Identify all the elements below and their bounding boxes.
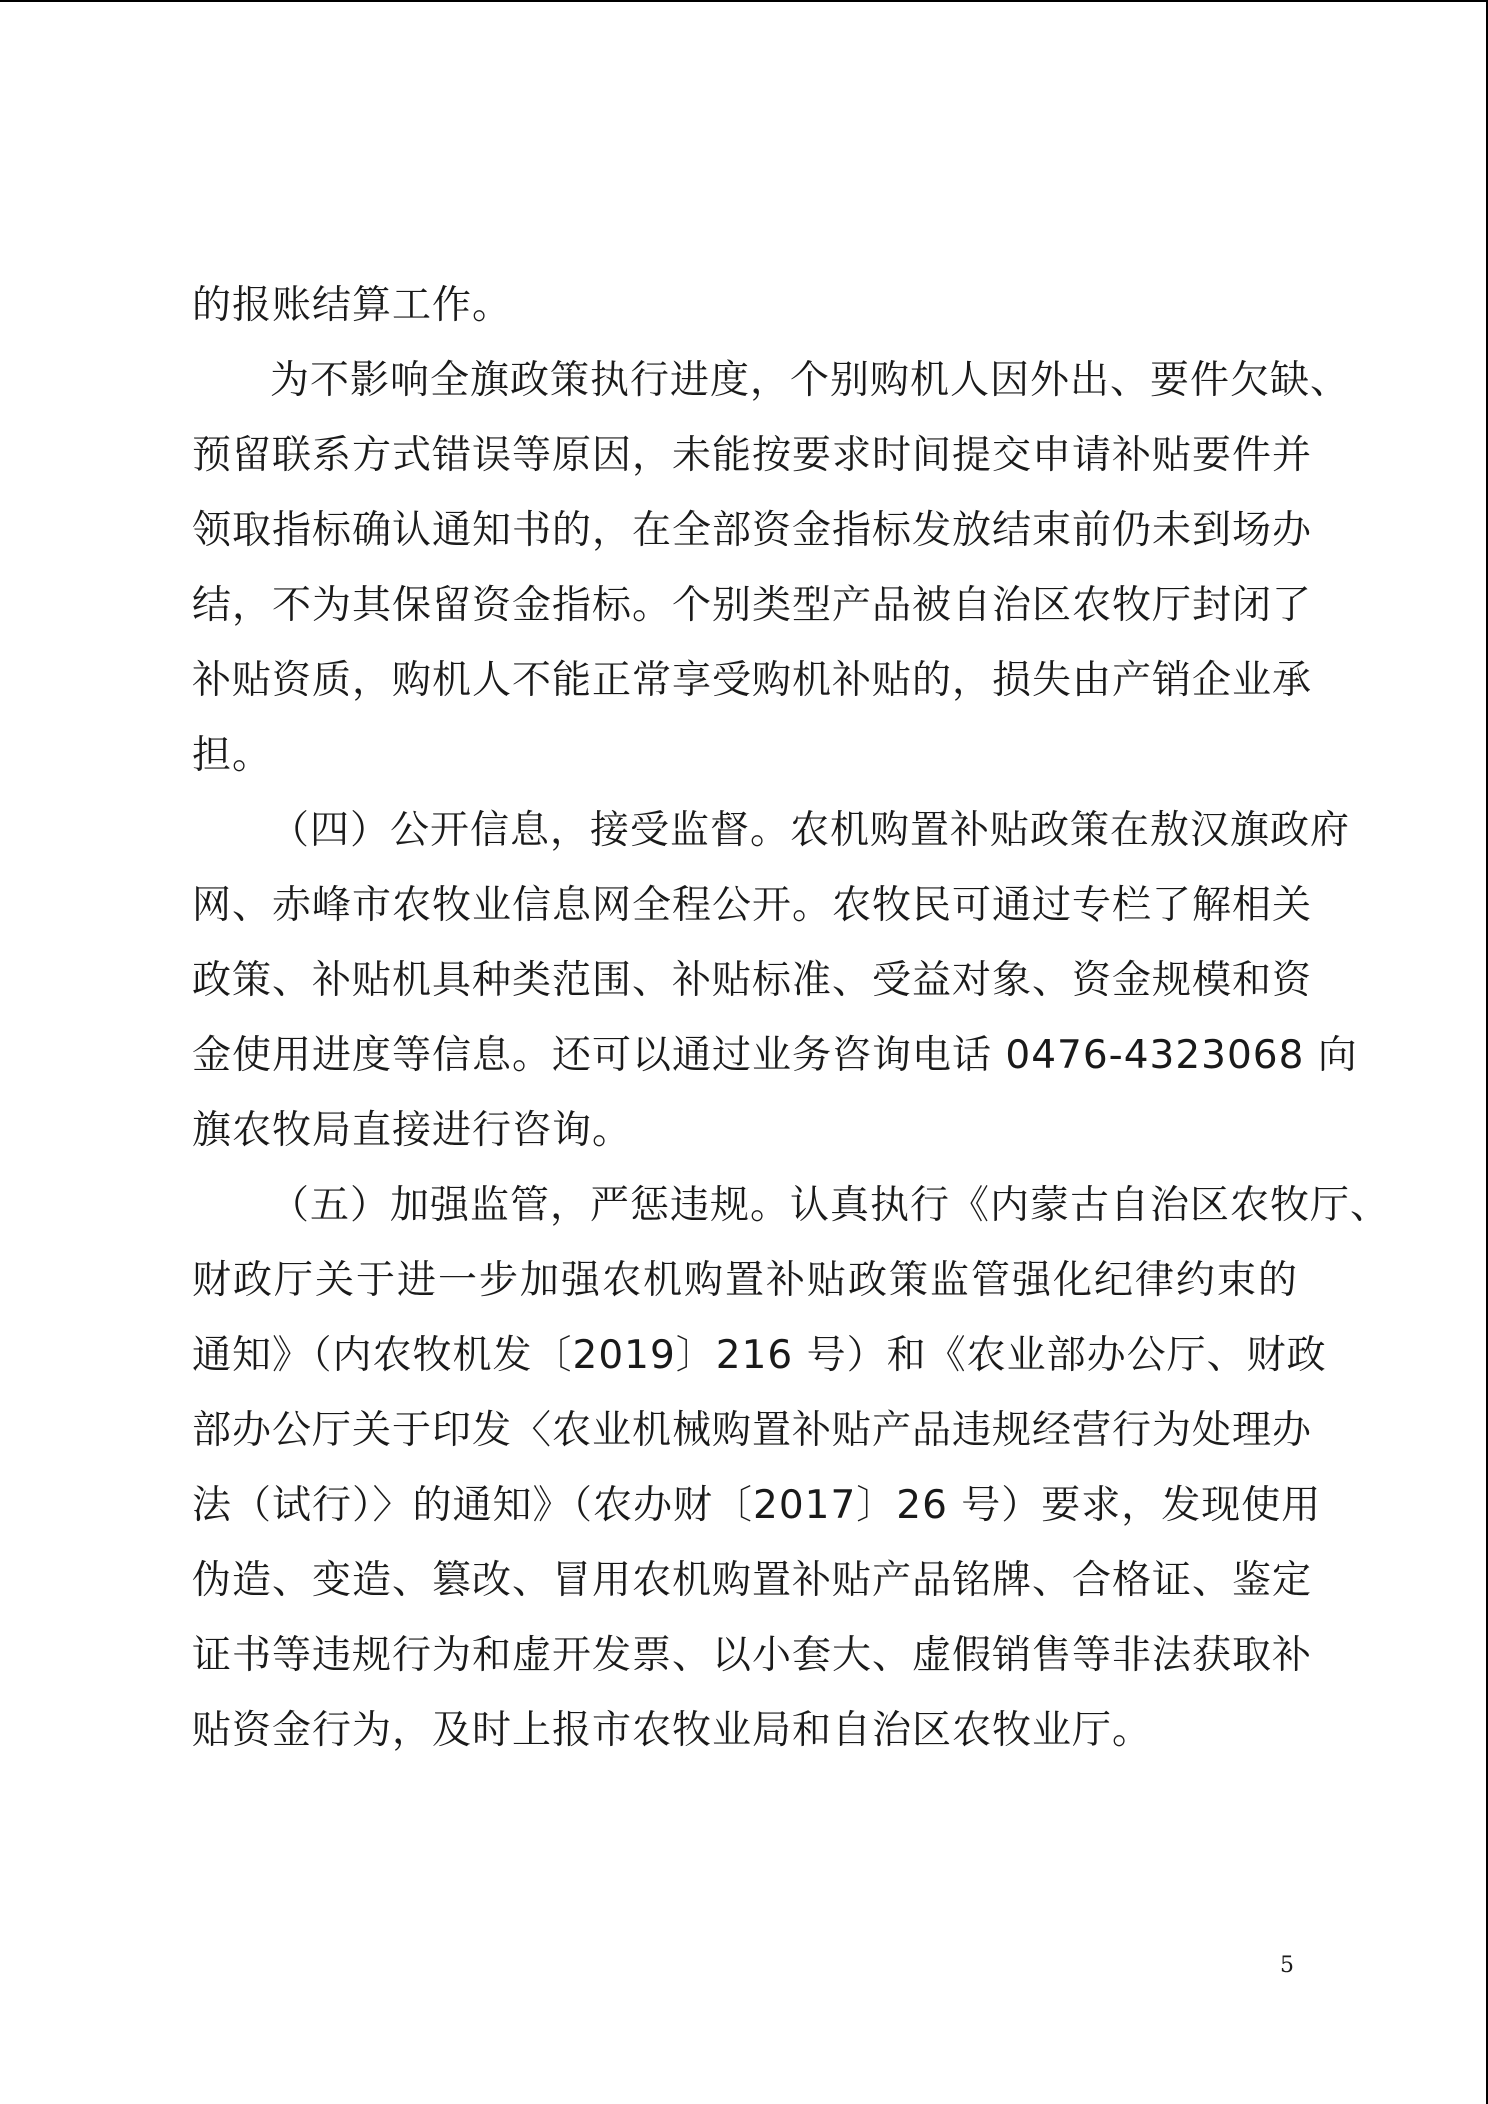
text-line: 证书等违规行为和虚开发票、以小套大、虚假销售等非法获取补 xyxy=(192,1633,1313,1678)
text-line: 领取指标确认通知书的，在全部资金指标发放结束前仍未到场办 xyxy=(192,508,1313,553)
text-line: 政策、补贴机具种类范围、补贴标准、受益对象、资金规模和资 xyxy=(192,958,1313,1003)
text-line: 为不影响全旗政策执行进度，个别购机人因外出、要件欠缺、 xyxy=(270,358,1351,403)
text-line: 通知》（内农牧机发〔2019〕216 号）和《农业部办公厅、财政 xyxy=(192,1333,1327,1378)
text-line: 担。 xyxy=(192,733,273,778)
text-line: 伪造、变造、篡改、冒用农机购置补贴产品铭牌、合格证、鉴定 xyxy=(192,1558,1313,1603)
text-line: 财政厅关于进一步加强农机购置补贴政策监管强化纪律约束的 xyxy=(192,1258,1298,1303)
text-line: （五）加强监管，严惩违规。认真执行《内蒙古自治区农牧厅、 xyxy=(270,1183,1391,1228)
document-body xyxy=(192,268,1391,1768)
text-line: 法（试行）〉的通知》（农办财〔2017〕26 号）要求，发现使用 xyxy=(192,1483,1322,1528)
text-line: 旗农牧局直接进行咨询。 xyxy=(192,1108,633,1153)
text-line: 补贴资质，购机人不能正常享受购机补贴的，损失由产销企业承 xyxy=(192,658,1313,703)
text-line: 网、赤峰市农牧业信息网全程公开。农牧民可通过专栏了解相关 xyxy=(192,883,1313,928)
text-line: （四）公开信息，接受监督。农机购置补贴政策在敖汉旗政府 xyxy=(270,808,1351,853)
text-line: 预留联系方式错误等原因，未能按要求时间提交申请补贴要件并 xyxy=(192,433,1313,478)
page-top-border xyxy=(0,0,1488,2)
text-line: 部办公厅关于印发〈农业机械购置补贴产品违规经营行为处理办 xyxy=(192,1408,1313,1453)
text-line: 金使用进度等信息。还可以通过业务咨询电话 0476-4323068 向 xyxy=(192,1033,1358,1078)
text-line: 贴资金行为，及时上报市农牧业局和自治区农牧业厅。 xyxy=(192,1708,1153,1753)
text-line: 结，不为其保留资金指标。个别类型产品被自治区农牧厅封闭了 xyxy=(192,583,1313,628)
text-line: 的报账结算工作。 xyxy=(192,283,513,328)
page-number: 5 xyxy=(1280,1953,1294,1978)
